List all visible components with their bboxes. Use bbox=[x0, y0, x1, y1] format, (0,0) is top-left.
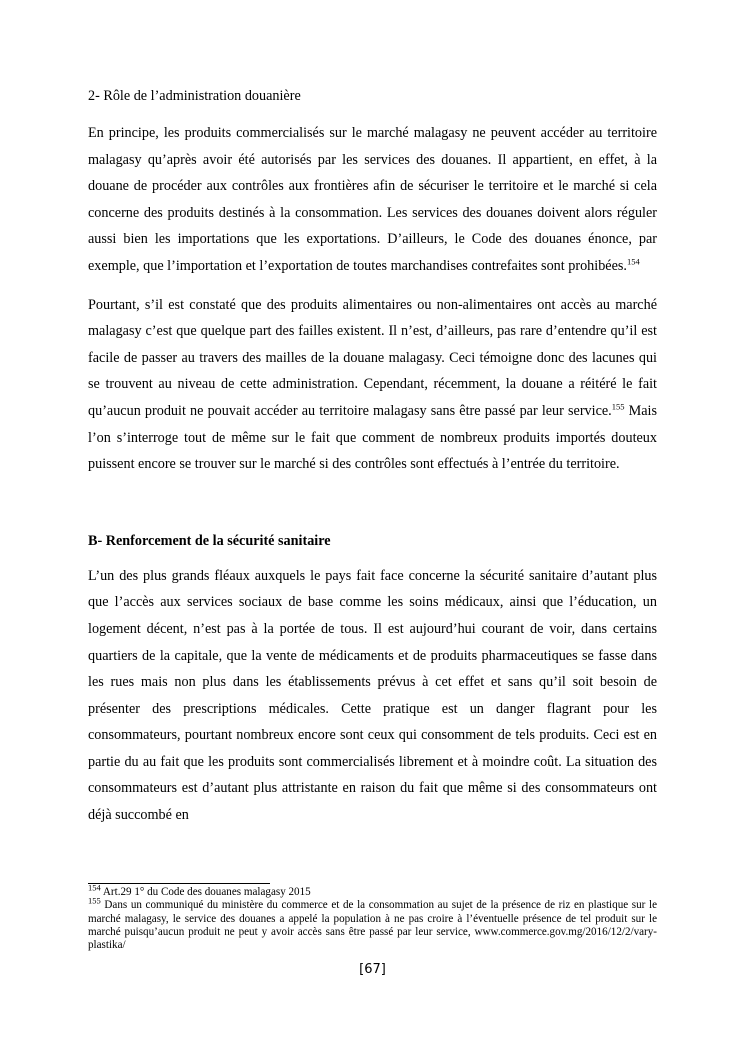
section-b-paragraph-1: L’un des plus grands fléaux auxquels le pays fait face concerne la sécurité sanitaire d’autant plus que l’accès aux services sociaux de base comme les soins médicaux, ainsi que l’éducation, un logement décent, n’est pas à la portée de tous. Il est aujourd’hui courant de voir, dans certains quartiers de la capitale, que la vente de médicaments et de produits pharmaceutiques se fasse dans les rues mais non plus dans les établissements prévus à cet effet et sans qu’il soit besoin de présenter des prescriptions médicales. Cette pratique est un danger flagrant pour les consommateurs, pourtant nombreux encore sont ceux qui consomment de tels produits. Ceci est en partie du au fait que les produits sont commercialisés librement et à moindre coût. La situation des consommateurs est d’autant plus attristante en raison du fait que même si des consommateurs ont déjà succombé en bbox=[88, 567, 657, 824]
footnote-ref-155[interactable]: 155 bbox=[611, 401, 625, 412]
page-number: [67] bbox=[359, 962, 386, 977]
section-2-paragraph-2 bbox=[88, 292, 657, 478]
footnote-155 bbox=[88, 895, 657, 952]
footnotes bbox=[88, 882, 657, 952]
section-2-paragraph-1 bbox=[88, 120, 657, 280]
main-content bbox=[88, 86, 657, 829]
footnote-number: 155 bbox=[88, 895, 101, 906]
footnote-separator bbox=[88, 883, 270, 884]
paragraph-text: Mais l’on s’interroge tout de même sur le fait que comment de nombreux produits importés douteux puissent encore se trouver sur le marché si des contrôles sont effectués à l’entrée du territoire. bbox=[88, 402, 657, 473]
section-2-heading: 2- Rôle de l’administration douanière bbox=[88, 88, 301, 104]
footnote-154 bbox=[88, 882, 657, 899]
footnote-text: Art.29 1° du Code des douanes malagasy 2015 bbox=[100, 886, 311, 898]
footnote-ref-154[interactable]: 154 bbox=[626, 256, 640, 267]
footnote-text: Dans un communiqué du ministère du commerce et de la consommation au sujet de la présence de riz en plastique sur le marché malagasy, le service des douanes a appelé la population à ne pas croire à l’éventuelle présence de tel produit sur le marché puisqu’aucun produit ne peut y avoir accès sans être passé par leur service, www.commerce.gov.mg/2016/12/2/vary-plastika/ bbox=[88, 899, 657, 952]
paragraph-text: En principe, les produits commercialisés sur le marché malagasy ne peuvent accéder au territoire malagasy qu’après avoir été autorisés par les services des douanes. Il appartient, en effet, à la douane de procéder aux contrôles aux frontières afin de sécuriser le territoire et le marché si cela concerne des produits destinés à la consommation. Les services des douanes doivent alors réguler aussi bien les importations que les exportations. D’ailleurs, le Code des douanes énonce, par exemple, que l’importation et l’exportation de toutes marchandises contrefaites sont prohibées. bbox=[88, 125, 657, 274]
paragraph-text: Pourtant, s’il est constaté que des produits alimentaires ou non-alimentaires ont accès au marché malagasy c’est que quelque part des failles existent. Il n’est, d’ailleurs, pas rare d’entendre qu’il est facile de passer au travers des mailles de la douane malagasy. Ceci témoigne donc des lacunes qui se trouvent au niveau de cette administration. Cependant, récemment, la douane a réitéré le fait qu’aucun produit ne pouvait accéder au territoire malagasy sans être passé par leur service. bbox=[88, 296, 657, 419]
footnote-number: 154 bbox=[88, 882, 101, 893]
section-b-heading: B- Renforcement de la sécurité sanitaire bbox=[88, 532, 331, 549]
